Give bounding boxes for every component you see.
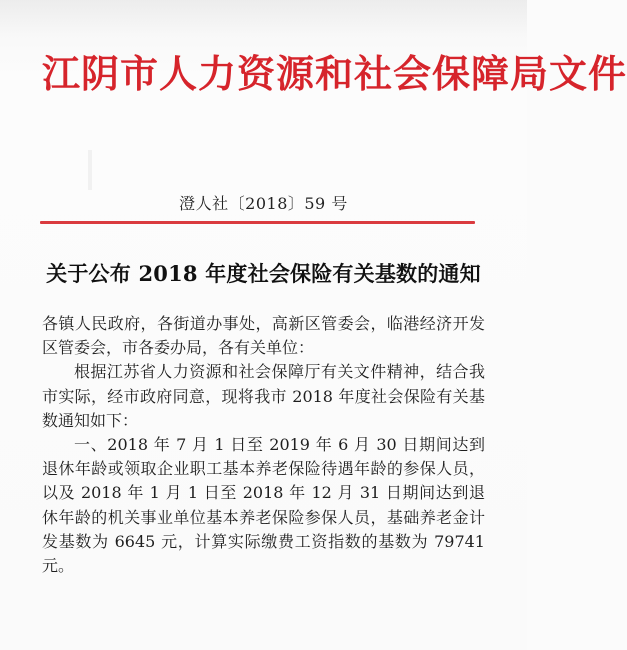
intro-paragraph: 根据江苏省人力资源和社会保障厅有关文件精神，结合我市实际，经市政府同意，现将我市 2018 年度社会保险有关基数通知如下： — [42, 362, 485, 430]
item-one-paragraph: 一、2018 年 7 月 1 日至 2019 年 6 月 30 日期间达到退休年龄或领取企业职工基本养老保险待遇年龄的参保人员，以及 2018 年 1 月 1 日至 2018 年 12 月 31 日期间达到退休年龄的机关事业单位基本养老保险参保人员，基础养老金计发基数为 6645 元，计算实际缴费工资指数的基数为 79741 元。 — [42, 435, 485, 576]
document-header: 江阴市人力资源和社会保障局文件 — [42, 51, 627, 96]
document-number: 澄人社〔2018〕59 号 — [179, 194, 348, 213]
document-body — [42, 312, 485, 578]
scan-shadow — [0, 0, 527, 36]
salutation-paragraph: 各镇人民政府，各街道办事处，高新区管委会，临港经济开发区管委会，市各委办局，各有关单位： — [42, 314, 485, 358]
document-title: 关于公布 2018 年度社会保险有关基数的通知 — [46, 261, 481, 286]
red-divider — [40, 221, 475, 224]
scan-artifact — [45, 150, 405, 190]
